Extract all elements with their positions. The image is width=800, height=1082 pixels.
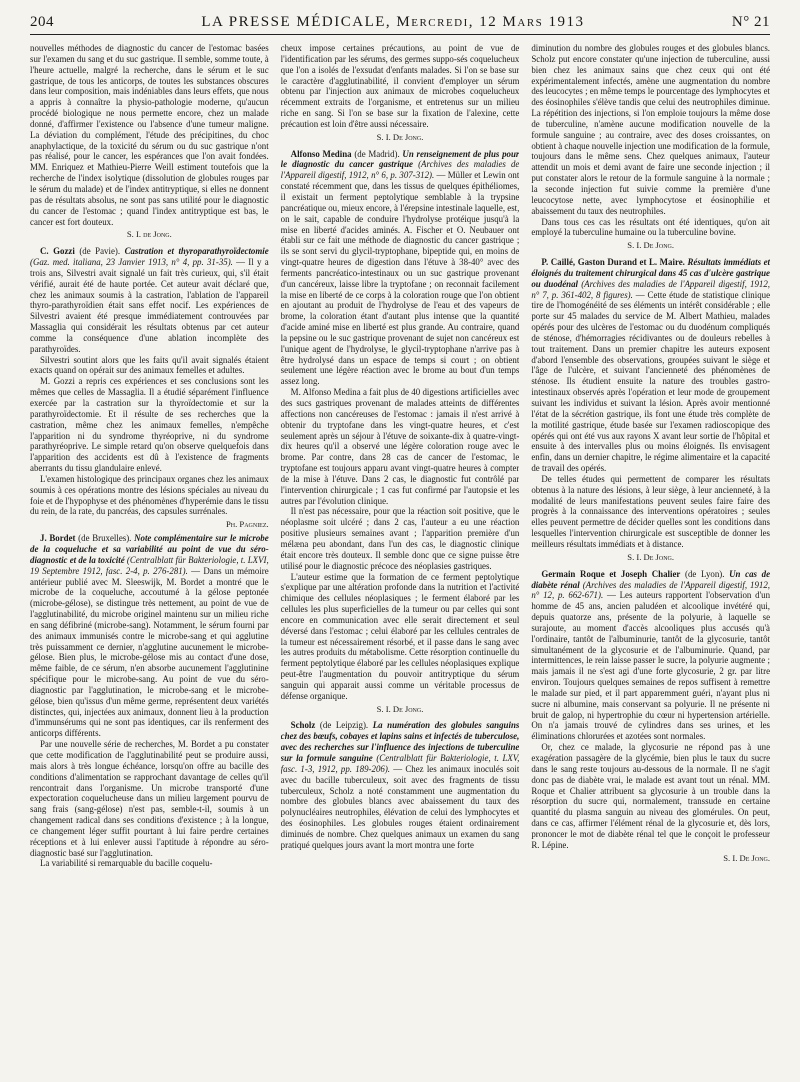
paragraph: L'examen histologique des principaux organes chez les animaux soumis à ces opérations montre des lésions spéciales au niveau du foie et de l'hypophyse et des phénomènes d'hyperémie dans le tissu du rein, de la rate, du pancréas, des capsules surrénales. — [30, 473, 269, 517]
article-author: Scholz — [290, 720, 316, 731]
paragraph: cheux impose certaines précautions, au point de vue de l'identification par les sérums, des germes suppo-sés coquelucheux que l'on a isolés de l'exsudat d'enfants malades. Si l'on se base sur le caractère d'agglutinabilité, il convient d'employer un sérum obtenu par l'injection aux animaux de microbes coquelucheux récemment extraits de l'organisme, et entretenus sur un milieu riche en sang. Si l'on se base sur la fixation de l'alexine, cette précaution est loin d'être aussi nécessaire. — [280, 43, 520, 129]
article-city: (de Bruxelles). — [75, 533, 135, 544]
article-medina — [281, 149, 520, 715]
paragraph: Or, chez ce malade, la glycosurie ne répond pas à une exagération passagère de la glycémie, bien plus le taux du sucre dans le sang reste toujours au-dessous de la normale. Il ne s'agit donc pas de diabète vrai, le malade est avant tout un rénal. MM. Roque et Chalier attribuent sa glycosurie à un trouble dans la résorption du sucre qui, normalement, transsude en certaine quantité du plasma sanguin au niveau des glomérules. On peut, dans ce cas, affirmer l'élément rénal de la glycosurie et, dès lors, prononcer le mot de diabète rénal tel que le conçoit le professeur R. Lépine. — [531, 742, 770, 850]
signature: S. I. De Jong. — [627, 240, 675, 251]
article-city: (de Leipzig). — [315, 720, 373, 731]
article-author: J. Bordet — [40, 533, 76, 544]
article-reference: (Archives des maladies de l'Appareil digestif, 1912, n° 12, p. 662-671). — [531, 579, 770, 601]
article-title: Résultats immédiats et éloignés du traitement chirurgical dans 45 cas d'ulcère gastrique ou duodénal — [531, 257, 770, 289]
signature: S. I. De Jong. — [627, 551, 675, 562]
article-title: Un cas de diabète rénal — [531, 568, 770, 590]
page-header — [30, 14, 770, 35]
article-title: Note complémentaire sur le microbe de la coqueluche et sa variabilité au point de vue du séro-diagnostic et de la toxicité — [30, 533, 269, 565]
paragraph: diminution du nombre des globules rouges et des globules blancs. Scholz put encore constater qu'une injection de tuberculine, aussi bien chez les animaux sains que chez ceux qui ont été expérimentalement infectés, amène une augmentation du nombre des leucocytes ; en même temps le pourcentage des lymphocytes et des éosinophiles s'élève tandis que celui des neutrophiles diminue. La répétition des injections, si l'on emploie toujours la même dose de tuberculine, n'amène aucune modification nouvelle de la formule sanguine ; au contraire, avec des doses croissantes, on obtient à chaque nouvelle injection une modification de la formule, toujours dans le même sens. Chez quelques animaux, l'auteur attendit un mois et demi avant de faire une seconde injection ; il put constater alors le retour de la formule sanguine à la normale ; la seconde injection fut suivie comme la première d'une leucocytose nette, avec lymphocytose et éosinophilie et abaissement du taux des neutrophiles. — [531, 43, 770, 216]
article-author: Germain Roque et Joseph Chalier — [541, 568, 681, 579]
paragraph: De telles études qui permettent de comparer les résultats obtenus à la nature des lésions, à leur siège, à leur ancienneté, à la modalité de leurs manifestations peuvent seules faire faire des progrès à la connaissance des interventions opératoires ; seules elles peuvent permettre de décider quelles sont les conditions dans lesquelles l'intervention chirurgicale est susceptible de donner les meilleurs résultats immédiats et à distance. — [531, 473, 770, 549]
paragraph: Par une nouvelle série de recherches, M. Bordet a pu constater que cette modification de l'agglutinabilité peut se produire aussi, mais alors à très longue échéance, lorsqu'on offre au bacille des conditions d'alimentation se rapprochant davantage de celles qu'il rencontrait dans l'organisme. Un microbe transporté d'une expectoration coquelucheuse dans un milieu largement pourvu de sang frais (sang-gélose) n'est pas, semble-t-il, soumis à un changement radical dans ses conditions d'existence ; à la longue, ce changement léger suffit pourtant à lui faire perdre certaines réceptions et à lui enlever aussi l'aptitude à répondre au séro-diagnostic basé sur l'agglutination. — [30, 739, 269, 858]
signature: S. I. de Jong. — [126, 229, 172, 240]
article-title: La numération des globules sanguins chez des bœufs, cobayes et lapins sains et infectés de tuberculose, avec des recherches sur l'influence des injections de tuberculine sur la formule sanguine — [280, 720, 520, 763]
paragraph: M. Alfonso Medina a fait plus de 40 digestions artificielles avec des sucs gastriques provenant de malades atteints de différentes affections non cancéreuses de l'estomac : jamais il n'est arrivé à obtenir du tryptofane dans les vingt-quatre heures, et c'est seulement après un séjour à l'étuve de soixante-dix à quatre-vingt-dix heures qu'il a observé une légère coloration rouge avec le brome. Par contre, dans 28 cas de cancer de l'estomac, le tryptofane est toujours apparu avant vingt-quatre heures à compter de la mise à l'étuve. Dans 2 cas, le diagnostic fut contrôlé par l'intervention chirurgicale ; 1 cas fut confirmé par l'autopsie et les autres par l'évolution clinique. — [280, 387, 520, 506]
issue-number: N° 21 — [731, 14, 770, 30]
article-scholz — [281, 720, 520, 850]
article-reference: (Centralblatt für Bakteriologie, t. LXV, fasc. 1-3, 1912, pp. 189-206). — [280, 753, 520, 774]
paragraph: M. Gozzi a repris ces expériences et ses conclusions sont les mêmes que celles de Massaglia. Il a étudié séparément l'influence exercée par la castration sur la thyroïdectomie et sur la parathyroïdectomie. Et il résulte de ses recherches que la castration, même chez les animaux femelles, n'empêche l'apparition ni du syndrome thyréoprive, ni du syndrome parathyréoprive. Le simple retard qu'on observe quelquefois dans l'apparition des accidents est dû à l'existence de fragments aberrants du tissu glandulaire enlevé. — [30, 376, 269, 474]
journal-title: LA PRESSE MÉDICALE, Mercredi, 12 Mars 1913 — [201, 14, 585, 30]
column-1 — [30, 43, 269, 1073]
page-number: 204 — [30, 14, 54, 30]
paragraph: L'auteur estime que la formation de ce ferment peptolytique s'explique par une altération profonde dans la nutrition et l'activité chimique des cellules néoplasiques ; le ferment élaboré par les cellules les plus superficielles de la tumeur ou par celles qui sont encore en communication avec elle serait directement et seul déversé dans l'estomac ; celui élaboré par les cellules centrales de la tumeur est nécessairement résorbé, et il passe dans le sang avec les autres produits du métabolisme. Cette résorption continuelle du ferment peptolytique élaboré par les cellules néoplasiques explique peut-être l'augmentation du pouvoir antitryptique du sérum sanguin qui apparait aussi comme un véritable processus de défense organique. — [280, 571, 520, 701]
article-body: — Cette étude de statistique clinique tire de l'homogénéité de ses éléments un intérêt considérable ; elle porte sur 45 malades du service de M. Albert Mathieu, malades opérés pour des ulcères de l'estomac ou du duodénum compliqués de sténose, d'hémorragies récidivantes ou de douleurs rebelles à tout traitement. Dans un premier chapitre les auteurs exposent d'abord l'ensemble des observations, groupées suivant le siège et l'âge de l'ulcère, et suivant l'ancienneté des phénomènes de sténose. Ils étudient ensuite la nature des troubles gastro-intestinaux observés après l'opération et leur mode de groupement suivant les individus et suivant la lésion. Après avoir mentionné l'état de la sécrétion gastrique, ils font une étude très complète de la motilité gastrique, étude basée sur l'examen radioscopique des opérés qui ont été vus aux rayons X avant leur sortie de l'hôpital et ensuite à des intervalles plus ou moins éloignés. Ils envisagent enfin, dans un dernier chapitre, le régime alimentaire et la capacité de travail des opérés. — [531, 289, 770, 474]
article-body: — Chez les animaux inoculés soit avec du bacille tuberculeux, soit avec des fragments de tissu tuberculeux, Scholz a noté constamment une augmentation du nombre des globules blancs avec abaissement du taux des polynucléaires neutrophiles, élévation de celui des lymphocytes et des éosinophiles. Les globules rouges étaient ordinairement diminués de nombre. Chez quelques animaux un examen du sang pratiqué quelques jours avant la mort montra une forte — [280, 763, 520, 850]
columns — [30, 43, 770, 1073]
article-author: P. Caillé, Gaston Durand et L. Maire. — [541, 257, 685, 268]
paragraph: nouvelles méthodes de diagnostic du cancer de l'estomac basées sur l'examen du sang et du suc gastrique. Il semble, somme toute, à l'heure actuelle, malgré la recherche, dans le sérum et le suc gastrique, de tous les anticorps, de toutes les substances obscures dans leur composition, mais indéniables dans leurs effets, que nous a appris à connaître la physio-pathologie moderne, qu'aucun procédé biologique ne nous permette encore, chez un malade donné, d'affirmer l'existence ou l'absence d'une tumeur maligne. La déviation du complément, l'étude des précipitines, du choc anaphylactique, de la toxicité du sérum ou du suc gastrique n'ont pas réalisé, pour le cancer, les espérances que l'on avait fondées. MM. Enriquez et Mathieu-Pierre Weill estiment toutefois que la recherche de l'index isolytique (dissolution de globules rouges par le sérum du malade) et de l'index antitryptique, si elles ne donnent pas de résultats absolus, ne sont pas sans utilité pour le diagnostic du cancer de l'estomac ; quand l'index antitryptique est bas, le cancer est fort douteux. — [30, 43, 269, 227]
article-roque — [531, 569, 770, 864]
article-gozzi — [30, 246, 269, 530]
article-reference: (Gaz. med. italiana, 23 Janvier 1913, n° 4, pp. 31-35). — [30, 257, 233, 268]
column-2 — [281, 43, 520, 1073]
article-body: — Il y a trois ans, Silvestri avait signalé un fait très curieux, qui, s'il était vérifié, aurait été de haute portée. Cet auteur avait déclaré que, chez les animaux soumis à la castration, l'ablation de l'appareil thyro-parathyroïdien était sans effet nocif. Les expériences de Silvestri avaient été presque immédiatement controuvées par Massaglia qui considérait les résultats obtenus par cet auteur comme la conséquence d'une ablation incomplète des parathyroïdes. — [30, 257, 269, 354]
article-reference: (Archives des maladies de l'Appareil digestif, 1912, n° 6, p. 307-312). — [280, 159, 520, 181]
article-city: (de Lyon). — [680, 568, 730, 579]
column-3 — [531, 43, 770, 1073]
paragraph: Silvestri soutint alors que les faits qu'il avait signalés étaient exacts quand on opérait sur des animaux femelles et adultes. — [30, 354, 269, 376]
signature: Ph. Pagniez. — [226, 519, 269, 530]
article-body: — Dans un mémoire antérieur publié avec M. Sleeswijk, M. Bordet a montré que le microbe de la coqueluche, accoutumé à la gélose peptonée (microbe-gélose), se distingue très nettement, au point de vue de l'agglutinabilité, du microbe originel maintenu sur un milieu riche en sang défibriné (microbe-sang). Notamment, le sérum fourni par des animaux immunisés contre le microbe-sang et qui agglutine très puissamment ce dernier, n'agglutine aucunement le microbe-gélose. Bien plus, le microbe-gélose mis au contact d'une dose, même faible, de ce sérum, n'en absorbe aucunement l'agglutinine spécifique pour le microbe-sang. Au point de vue du séro-diagnostic par l'agglutination, le microbe-sang et le microbe-gélose, bien qu'issus d'un même germe, représentent deux variétés distinctes, qui, injectées aux animaux, donnent lieu à la production d'immunsérums qui ne sont pas identiques, car ils renferment des anticorps différents. — [30, 565, 269, 739]
paragraph: Il n'est pas nécessaire, pour que la réaction soit positive, que le néoplasme soit ulcéré ; dans 2 cas, l'auteur a eu une réaction positive plusieurs semaines avant ; l'apparition première d'un mélæna peu abondant, dans l'un des cas, le diagnostic clinique était encore très douteux. Il semble donc que ce signe puisse être utilisé pour le diagnostic précoce des néoplasies gastriques. — [280, 506, 520, 571]
signature: S. I. De Jong. — [723, 852, 770, 863]
article-body: — Müller et Lewin ont constaté récemment que, dans les tissus de quelques épithéliomes, il existait un ferment peptolytique semblable à la trypsine pancréatique ou, mieux encore, à l'érepsine intestinale laquelle, est, on le sait, capable de conduire l'hydrolyse protéique jusqu'à la mise en liberté d'acides aminés. A. Fischer et O. Neubauer ont établi sur ce fait une méthode de diagnostic du cancer gastrique ; ils se sont servi du glycil-tryptophane, bipeptide qui, en moins de vingt-quatre heures de digestion dans l'étuve à 38-40° avec des ferments pancréatico-intestinaux ou un suc gastrique provenant d'un cancéreux, laisse libre la tryptofane ; on reconnait facilement la mise en liberté de ce corps à la coloration rouge que l'on obtient en ajoutant au produit de l'hydrolyse de l'eau et des vapeurs de brome, la coloration étant d'autant plus intense que la quantité d'acide aminé mise en liberté est plus grande. Au contraire, quand la pepsine ou le suc gastrique provenant de sujet non cancéreux est l'unique agent de l'hydrolyse, le glycil-tryptophane n'arrive pas à être hydrolysé dans un espace de temps si court ; on obtient seulement une légère réaction avec le brome au bout d'un temps assez long. — [280, 170, 520, 387]
paragraph: La variabilité si remarquable du bacille coquelu- — [40, 858, 213, 869]
signature: S. I. De Jong. — [376, 131, 424, 142]
article-reference: (Archives des maladies de l'Appareil digestif, 1912, n° 7, p. 361-402, 8 figures). — [531, 278, 770, 300]
article-caille — [531, 257, 770, 563]
article-reference: (Centralblatt für Bakteriologie, t. LXVI, 19 Septembre 1912, fasc. 2-4, p. 276-281). — [30, 554, 269, 576]
paragraph: Dans tous ces cas les résultats ont été identiques, qu'on ait employé la tuberculine humaine ou la tuberculine bovine. — [531, 216, 770, 238]
signature: S. I. De Jong. — [376, 703, 424, 714]
article-city: (de Madrid). — [351, 148, 403, 159]
article-body: — Les auteurs rapportent l'observation d'un homme de 45 ans, ancien paludéen et alcoolique invétéré qui, depuis quatorze ans, présente de la polyurie, à laquelle se surajoute, au moment d'accès alcooliques plus accusés qu'à l'ordinaire, tantôt de l'albuminurie, tantôt de la glycosurie, tantôt simultanément de la glycosurie et de l'albuminurie. Quand, par intermittences, le rein laisse passer le sucre, la polyurie augmente ; mais jamais il ne s'est agi d'une forte glycosurie, 2 gr. par litre environ. Toujours quelques semaines de repos suffisent à remettre le malade sur pied, et il part apparemment guéri, n'ayant plus ni sucre ni albumine, mais conservant sa polyurie. Il ne présente ni bruit de galop, ni hypertrophie du cœur ni hypertension artérielle. On n'a jamais trouvé de cylindres dans ses urines, et les éliminations chlorurées et azotées sont normales. — [531, 590, 770, 742]
article-city: (de Pavie). — [74, 246, 125, 257]
article-title: Castration et thyroparathyroïdectomie — [124, 246, 269, 257]
article-title: Un renseignement de plus pour le diagnostic du cancer gastrique — [280, 148, 520, 170]
article-author: C. Gozzi — [40, 246, 75, 257]
article-bordet — [30, 533, 269, 869]
article-author: Alfonso Medina — [290, 148, 352, 159]
